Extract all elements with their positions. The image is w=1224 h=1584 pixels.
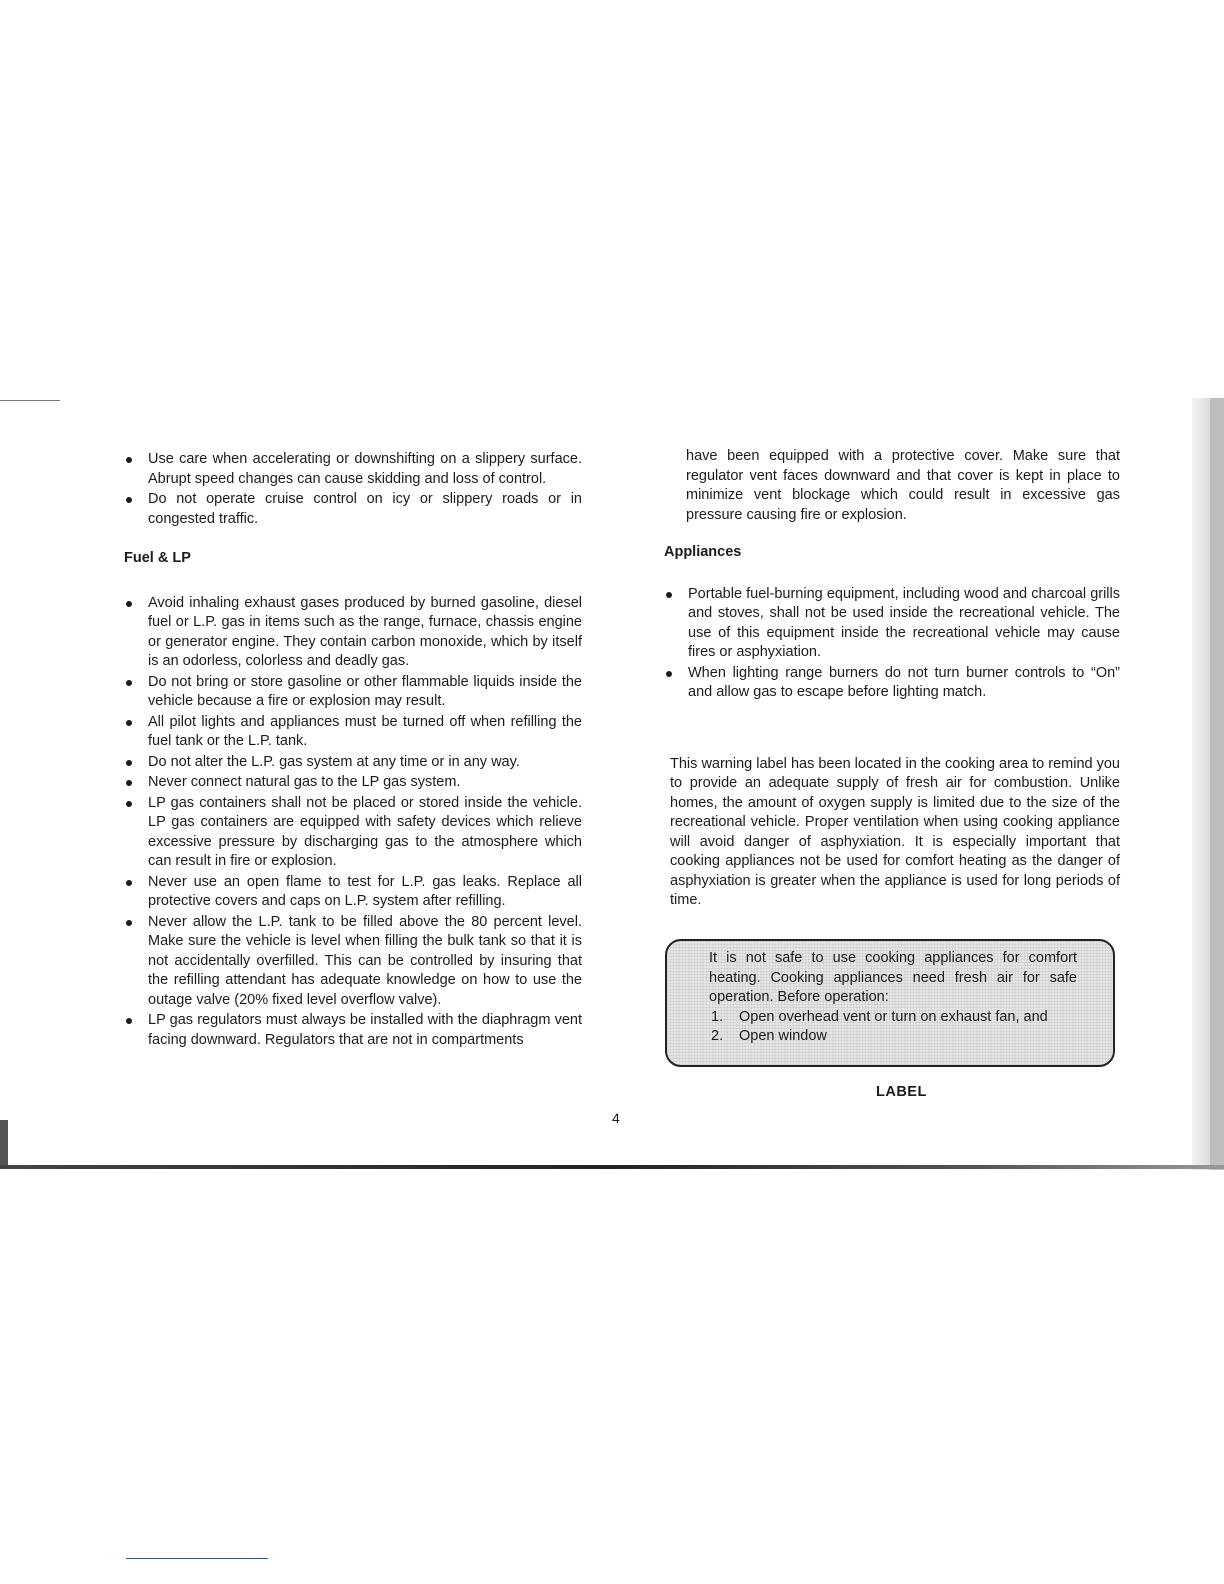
step-number: 2.	[711, 1028, 724, 1044]
warning-steps-list	[709, 1008, 1077, 1047]
right-column	[664, 447, 1120, 911]
bullet-icon	[126, 1018, 132, 1024]
step-text: Open overhead vent or turn on exhaust fan, and	[739, 1008, 1048, 1025]
bullet-icon	[666, 592, 672, 598]
step-number: 1.	[711, 1008, 724, 1025]
bullet-icon	[126, 497, 132, 503]
bullet-icon	[126, 920, 132, 926]
list-item: Avoid inhaling exhaust gases produced by burned gasoline, diesel fuel or L.P. gas in items such as the range, furnace, chassis engine or generator engine. They contain carbon monoxide, which by itself is an odorless, colorless and deadly gas.	[124, 594, 582, 672]
bullet-icon	[126, 780, 132, 786]
list-item: When lighting range burners do not turn burner controls to “On” and allow gas to escape before lighting match.	[664, 664, 1120, 703]
intro-bullet-list	[124, 450, 582, 529]
list-item: Do not operate cruise control on icy or slippery roads or in congested traffic.	[124, 490, 582, 529]
fuel-bullet-list	[124, 594, 582, 1051]
section-heading-appliances: Appliances	[664, 544, 742, 560]
list-item: Never allow the L.P. tank to be filled above the 80 percent level. Make sure the vehicle is level when filling the bulk tank so that it is not accidentally overfilled. This can be controlled by insuring that the refilling attendant has adequate knowledge on how to use the outage valve (20% fixed level overflow valve).	[124, 913, 582, 1011]
bullet-icon	[126, 457, 132, 463]
bullet-icon	[126, 720, 132, 726]
list-item: LP gas regulators must always be installed with the diaphragm vent facing downward. Regulators that are not in compartments	[124, 1011, 582, 1050]
list-item	[709, 1008, 1077, 1028]
page-edge-shadow	[1210, 398, 1224, 1170]
bullet-icon	[126, 760, 132, 766]
warning-label-paragraph: This warning label has been located in the cooking area to remind you to provide an adequate supply of fresh air for combustion. Unlike homes, the amount of oxygen supply is limited due to the size of the recreational vehicle. Proper ventilation when using cooking appliance will avoid danger of asphyxiation. It is especially important that cooking appliances not be used for comfort heating as the danger of asphyxiation is greater when the appliance is used for long periods of time.	[670, 755, 1120, 908]
section-heading-fuel-lp: Fuel & LP	[124, 550, 191, 566]
list-item: All pilot lights and appliances must be turned off when refilling the fuel tank or the L.P. tank.	[124, 713, 582, 752]
footer-link-rule	[126, 1558, 268, 1559]
left-edge-mark	[0, 1120, 8, 1168]
bottom-page-edge	[0, 1165, 1224, 1169]
list-item: Never connect natural gas to the LP gas system.	[124, 773, 582, 793]
appliances-bullet-list	[664, 585, 1120, 703]
page-number: 4	[612, 1110, 620, 1126]
bullet-icon	[126, 880, 132, 886]
left-column	[124, 450, 582, 1051]
bullet-icon	[126, 680, 132, 686]
list-item	[709, 1027, 1077, 1047]
bullet-icon	[126, 801, 132, 807]
step-text: Open window	[739, 1028, 827, 1044]
list-item: Portable fuel-burning equipment, including wood and charcoal grills and stoves, shall not be used inside the recreational vehicle. The use of this equipment inside the recreational vehicle may cause fires or asphyxiation.	[664, 585, 1120, 663]
list-item: Do not alter the L.P. gas system at any time or in any way.	[124, 753, 582, 773]
top-left-rule	[0, 400, 60, 401]
bullet-icon	[666, 671, 672, 677]
label-caption: LABEL	[876, 1084, 927, 1100]
list-item: Do not bring or store gasoline or other flammable liquids inside the vehicle because a fire or explosion may result.	[124, 673, 582, 712]
list-item: LP gas containers shall not be placed or stored inside the vehicle. LP gas containers are equipped with safety devices which relieve excessive pressure by discharging gas to the atmosphere which can result in fire or explosion.	[124, 794, 582, 872]
warning-label-box	[665, 939, 1115, 1067]
list-item: Use care when accelerating or downshifting on a slippery surface. Abrupt speed changes can cause skidding and loss of control.	[124, 450, 582, 489]
bullet-icon	[126, 601, 132, 607]
warning-label-text: It is not safe to use cooking appliances for comfort heating. Cooking appliances need fresh air for safe operation. Before operation:	[709, 950, 1077, 1005]
regulator-continuation-text: have been equipped with a protective cover. Make sure that regulator vent faces downward and that cover is kept in place to minimize vent blockage which could result in excessive gas pressure causing fire or explosion.	[686, 448, 1120, 523]
list-item: Never use an open flame to test for L.P. gas leaks. Replace all protective covers and caps on L.P. system after refilling.	[124, 873, 582, 912]
